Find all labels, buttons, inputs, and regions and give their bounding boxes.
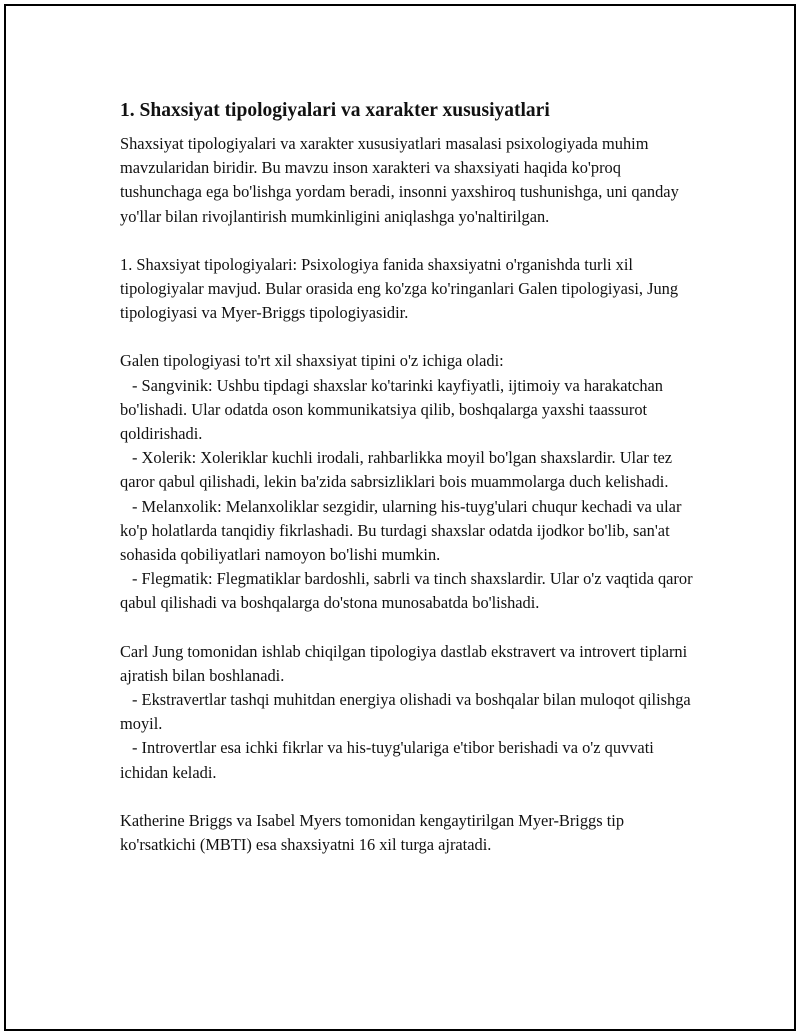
document-title: 1. Shaxsiyat tipologiyalari va xarakter xususiyatlari xyxy=(120,100,550,121)
jung-item-introvert: - Introvertlar esa ichki fikrlar va his-tuyg'ulariga e'tibor berishadi va o'z quvvati ichidan keladi. xyxy=(120,738,654,782)
galen-item-sangvinik: - Sangvinik: Ushbu tipdagi shaxslar ko'tarinki kayfiyatli, ijtimoiy va harakatchan bo'lishadi. Ular odatda oson kommunikatsiya qilib, boshqalarga yaxshi taassurot qoldirishadi. xyxy=(120,375,663,444)
jung-intro: Carl Jung tomonidan ishlab chiqilgan tipologiya dastlab ekstravert va introvert tiplarni ajratish bilan boshlanadi. xyxy=(120,641,688,685)
galen-intro: Galen tipologiyasi to'rt xil shaxsiyat tipini o'z ichiga oladi: xyxy=(120,351,504,371)
page-frame xyxy=(4,4,796,1031)
mbti-paragraph: Katherine Briggs va Isabel Myers tomonidan kengaytirilgan Myer-Briggs tip ko'rsatkichi (MBTI) esa shaxsiyatni 16 xil turga ajratadi. xyxy=(120,810,625,855)
paragraph-gap xyxy=(120,325,700,349)
section-1-paragraph: 1. Shaxsiyat tipologiyalari: Psixologiya fanida shaxsiyatni o'rganishda turli xil tipologiyalar mavjud. Bular orasida eng ko'zga ko'ringanlari Galen tipologiyasi, Jung tipologiyasi va Myer-Briggs tipologiyasidir. xyxy=(120,254,679,323)
jung-item-ekstravert: - Ekstravertlar tashqi muhitdan energiya olishadi va boshqalar bilan muloqot qilishga moyil. xyxy=(120,690,691,734)
galen-item-xolerik: - Xolerik: Xoleriklar kuchli irodali, rahbarlikka moyil bo'lgan shaxslardir. Ular tez qaror qabul qilishadi, lekin ba'zida sabrsizliklari bois muammolarga duch kelishadi. xyxy=(120,448,673,492)
paragraph-gap xyxy=(120,785,700,809)
paragraph-gap xyxy=(120,229,700,253)
document-body xyxy=(120,98,700,857)
intro-paragraph: Shaxsiyat tipologiyalari va xarakter xususiyatlari masalasi psixologiyada muhim mavzularidan biridir. Bu mavzu inson xarakteri va shaxsiyati haqida ko'proq tushunchaga ega bo'lishga yordam beradi, insonni yaxshiroq tushunishga, uni qanday yo'llar bilan rivojlantirish mumkinligini aniqlashga yo'naltirilgan. xyxy=(120,134,679,226)
galen-item-flegmatik: - Flegmatik: Flegmatiklar bardoshli, sabrli va tinch shaxslardir. Ular o'z vaqtida qaror qabul qilishadi va boshqalarga do'stona munosabatda bo'lishadi. xyxy=(120,569,693,613)
paragraph-gap xyxy=(120,616,700,640)
galen-item-melanxolik: - Melanxolik: Melanxoliklar sezgidir, ularning his-tuyg'ulari chuqur kechadi va ular ko'p holatlarda tanqidiy fikrlashadi. Bu turdagi shaxslar odatda ijodkor bo'lib, san'at sohasida qobiliyatlari namoyon bo'lishi mumkin. xyxy=(120,496,682,565)
